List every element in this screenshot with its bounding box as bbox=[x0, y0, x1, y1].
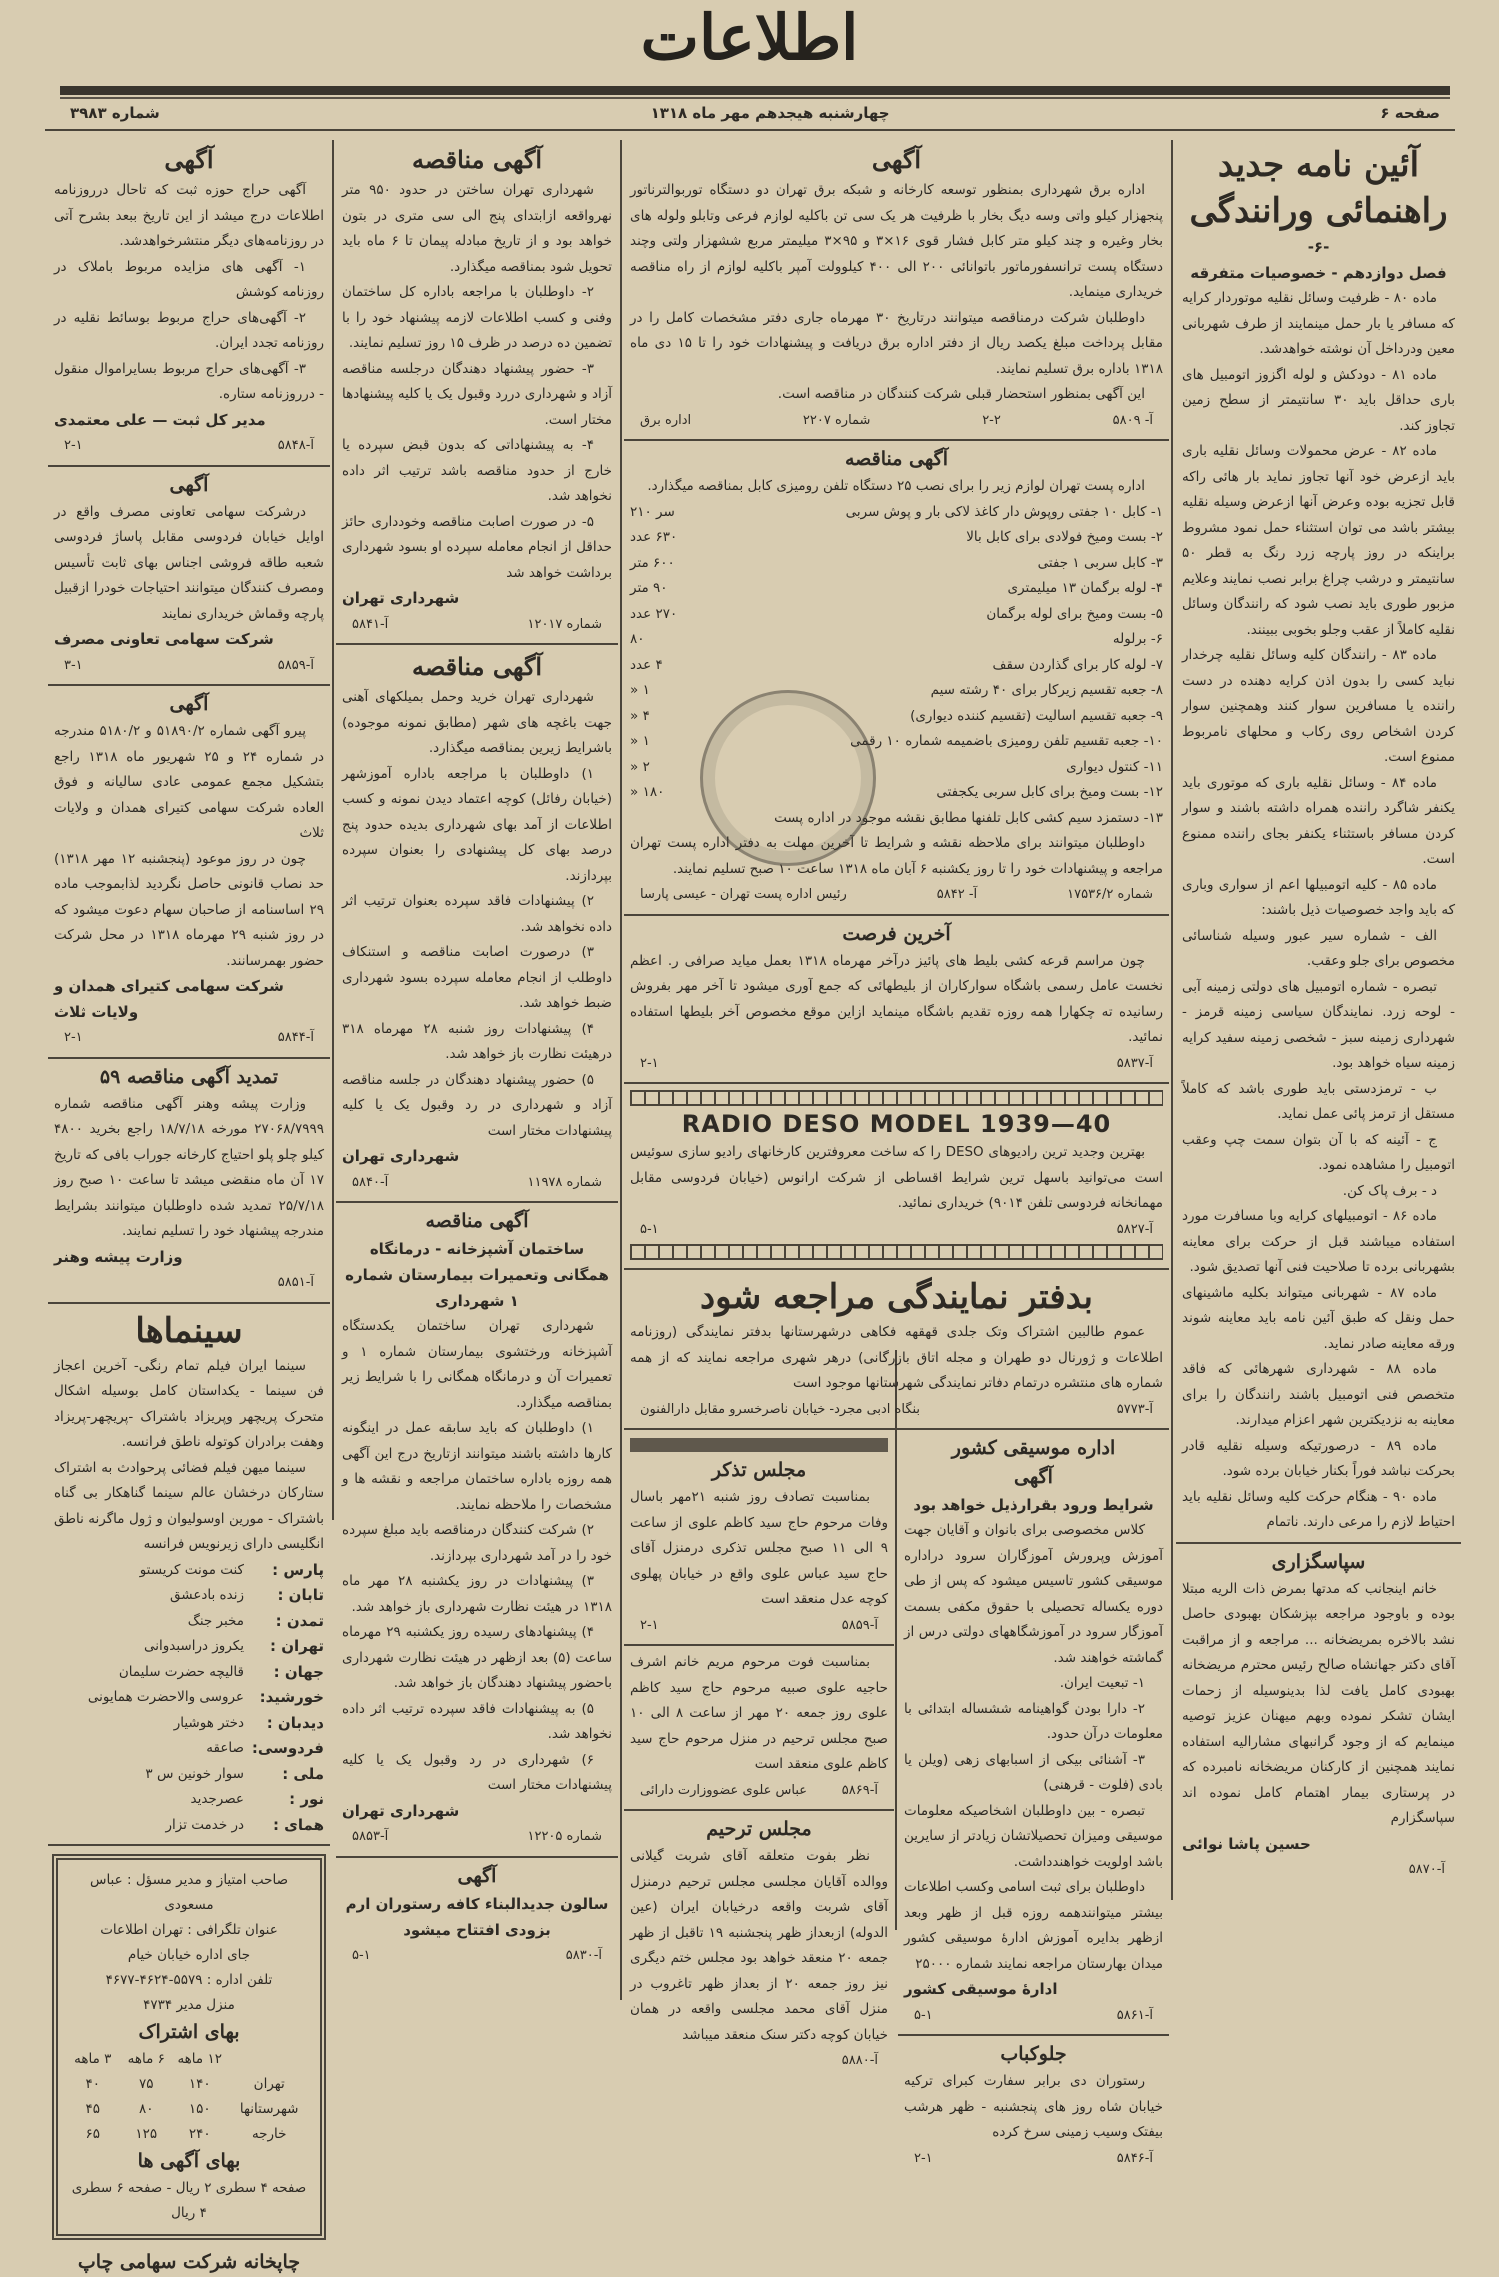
block-subtitle: فصل دوازدهم - خصوصیات متفرقه bbox=[1190, 264, 1447, 282]
paragraph: عموم طالبین اشتراک وتک جلدی قهقهه فکاهی درشهرستانها بدفتر نمایندگی (روزنامه اطلاعات و ژورنال دو طهران و مجله اتاق بازرگانی) درهر شهری مراجعه نمایند که از همه شماره های منتشره درتمام دفاتر نمایندگی شهرستانها موجود است bbox=[630, 1324, 1163, 1391]
film-title: زنده بادعشق bbox=[170, 1587, 244, 1603]
item-quantity: ۸۰ bbox=[630, 631, 645, 647]
table-header: ۶ ماهه bbox=[127, 2051, 165, 2067]
column-divider bbox=[1171, 140, 1173, 1900]
reference-line bbox=[630, 1397, 1163, 1423]
reference: آ-۵۸۴۸ bbox=[277, 438, 314, 453]
block-title: سپاسگزاری bbox=[1271, 1550, 1366, 1573]
paragraph: ۲) پیشنهادات فاقد سپرده بعنوان ترتیب اثر داده نخواهد شد. bbox=[342, 893, 612, 935]
radio-headline: RADIO DESO MODEL 1939—40 bbox=[681, 1110, 1112, 1138]
paragraph: ۲- داوطلبان با مراجعه باداره کل ساختمان وفنی و کسب اطلاعات لازمه پیشنهاد خود را با تضمین ده درصد در ظرف ۱۵ روز تسلیم نمایند. bbox=[342, 284, 612, 351]
column-divider bbox=[620, 140, 622, 2000]
reference: ۵-۱ bbox=[914, 2007, 933, 2023]
cinema-name: نور : bbox=[289, 1790, 324, 1808]
film-title: صاعقه bbox=[206, 1740, 244, 1756]
part-number: -۶- bbox=[1307, 238, 1330, 256]
reference: آ-۵۸۴۱ bbox=[352, 616, 389, 632]
table-cell: ۴۰ bbox=[85, 2076, 100, 2092]
item-text: ۶- برلوله bbox=[1112, 631, 1163, 647]
impressum-line: عنوان تلگرافی : تهران اطلاعات bbox=[100, 1922, 278, 1938]
item-quantity: ۱ « bbox=[630, 682, 650, 698]
column-center-right bbox=[898, 1430, 1169, 2177]
cinema-row bbox=[54, 1634, 324, 1660]
paragraph: نظر بفوت متعلقه آقای شربت گیلانی ووالده آقایان مجلسی مجلس ترحیم درمنزل آقای شربت واقعه درخیابان ایران (عین الدوله) ازبعداز ظهر پنجشنبه ۱۹ تاقبل از ظهر جمعه ۲۰ منعقد خواهد بود مجلس ختم دیگری نیز روز جمعه ۲۰ از بعداز ظهر تاغروب در منزل آقای محمد مجلسی واقعه در همان خیابان کوچه دکتر سنک منعقد میباشد bbox=[630, 1848, 888, 2043]
item-text: ۱۰- جعبه تقسیم تلفن رومیزی باضمیمه شماره ۱۰ رقمی bbox=[850, 733, 1163, 749]
reference-line bbox=[54, 1025, 324, 1051]
paragraph: ۵) حضور پیشنهاد دهندگان در جلسه مناقصه آزاد و شهرداری در رد وقبول یک یا کلیه پیشنهادات مختار است bbox=[342, 1071, 612, 1139]
table-cell: تهران bbox=[253, 2076, 285, 2092]
film-title: کنت مونت کریستو bbox=[139, 1561, 244, 1578]
item-quantity: ۲ « bbox=[630, 758, 650, 775]
advert-block bbox=[624, 441, 1169, 916]
reference: ۲-۲ bbox=[982, 412, 1001, 428]
item-text: ۳- کابل سربی ۱ جفتی bbox=[1037, 554, 1163, 571]
reference: عباس علوی عضووزارت دارائی bbox=[640, 1782, 808, 1798]
reference: آ-۵۸۴۶ bbox=[1116, 2150, 1153, 2166]
item-quantity: ۶۰۰ متر bbox=[630, 554, 675, 571]
film-title: قالیچه حضرت سلیمان bbox=[118, 1663, 244, 1680]
impressum-line: منزل مدیر ۴۷۳۴ bbox=[143, 1997, 235, 2013]
paragraph: این آگهی بمنظور استحضار قبلی شرکت کنندگان در مناقصه است. bbox=[777, 386, 1145, 402]
advert-block bbox=[336, 645, 618, 1203]
advert-block bbox=[1176, 1544, 1461, 1889]
paragraph: داوطلبان شرکت درمناقصه میتوانند درتاریخ ۳۰ مهرماه جاری دفتر مشخصات کامل را در مقابل پرداخت مبلغ یکصد ریال از دفتر اداره برق دریافت و پیشنهادات خود را تا ۱۵ دی ماه ۱۳۱۸ باداره برق تسلیم نمایند. bbox=[630, 309, 1163, 377]
post-office-stamp bbox=[700, 690, 876, 866]
cinema-name: دیدبان : bbox=[266, 1713, 324, 1732]
reference-line bbox=[342, 1170, 612, 1196]
column-center-left bbox=[624, 1430, 894, 2080]
cinema-row bbox=[54, 1736, 324, 1762]
signature: شهرداری تهران bbox=[342, 589, 460, 607]
advert-block bbox=[624, 916, 1169, 1085]
issue-date: چهارشنبه هیجدهم مهر ماه ۱۳۱۸ bbox=[650, 104, 890, 122]
reference-line bbox=[1182, 1857, 1455, 1883]
reference-line bbox=[630, 1217, 1163, 1243]
advert-block bbox=[624, 1270, 1169, 1430]
reference-line bbox=[630, 1778, 888, 1804]
advert-block bbox=[48, 686, 330, 1059]
advert-block bbox=[1176, 138, 1461, 1544]
paragraph: سینما میهن فیلم فضائی پرحوادث به اشتراک ستارکان درخشان عالم سینما گناهکار بی گناه باشتراک - مورین اوسولیوان و ژول ماگرنه ناطق انگلیسی دارای زیرنویس فرانسه bbox=[54, 1459, 324, 1552]
tender-item bbox=[630, 627, 1163, 653]
film-title: عصرجدید bbox=[190, 1791, 244, 1807]
advert-block bbox=[336, 1858, 618, 1975]
masthead-logo: اطلاعات bbox=[640, 1, 859, 74]
reference: آ-۵۸۸۰ bbox=[841, 2053, 878, 2068]
item-text: ۱۱- کنتول دیواری bbox=[1066, 758, 1163, 775]
subscription-title: بهای اشتراک bbox=[138, 2021, 240, 2043]
film-title: در خدمت تزار bbox=[165, 1816, 244, 1833]
paragraph: ماده ۸۳ - رانندگان کلیه وسائل نقلیه چرخدار نباید کسی را بدون اذن کرایه دهنده در دست راننده یا مسافرین سوار کنند وهمچنین سوار کردن اشخاص روی رکاب و محلهای نامربوط ممنوع است. bbox=[1182, 647, 1455, 765]
cinema-listings bbox=[48, 1304, 330, 1847]
reference: آ-۵۸۶۱ bbox=[1116, 2007, 1153, 2023]
reference: آ-۵۸۲۷ bbox=[1116, 1221, 1153, 1237]
block-subtitle: شرایط ورود بقرارذیل خواهد بود bbox=[913, 1496, 1154, 1514]
item-text: ۸- جعبه تقسیم زیرکار برای ۴۰ رشته سیم bbox=[930, 682, 1163, 698]
paragraph: پیرو آگهی شماره ۵۱۸۹۰/۲ و ۵۱۸۰/۲ مندرجه در شماره ۲۴ و ۲۵ شهریور ماه ۱۳۱۸ راجع بتشکیل مجمع عمومی عادی سالیانه و فوق العاده شرکت سهامی کتیرای همدان و ولایات ثلاث bbox=[54, 723, 325, 841]
reference: ۲-۱ bbox=[640, 1617, 659, 1633]
reference-line bbox=[630, 408, 1163, 434]
ornament-border bbox=[630, 1090, 1163, 1106]
item-quantity: سر ۲۱۰ bbox=[630, 503, 675, 520]
cinema-row bbox=[54, 1762, 324, 1788]
item-text: ۲- بست ومیخ فولادی برای کابل بالا bbox=[966, 529, 1163, 545]
paragraph: ۵- در صورت اصابت مناقصه وخودداری حائز حداقل از انجام معامله سپرده او بسود شهرداری برداشت خواهد شد bbox=[342, 513, 612, 581]
paragraph: درشرکت سهامی تعاونی مصرف واقع در اوایل خیابان فردوسی مقابل پاساژ فردوسی شعبه طاقه فروشی اجناس بهای ثابت تأسیس ومصرف کنندگان میتوانند احتیاجات خودرا ازقبیل پارچه وقماش خریداری نمایند bbox=[54, 503, 324, 622]
reference: آ-۵۸۴۰ bbox=[352, 1174, 389, 1190]
signature: وزارت پیشه وهنر bbox=[54, 1247, 183, 1266]
tender-item bbox=[630, 551, 1163, 577]
item-text: ۹- جعبه تقسیم اسالیت (تقسیم کننده دیواری) bbox=[910, 707, 1163, 724]
paragraph: بمناسبت تصادف روز شنبه ۲۱مهر باسال وفات مرحوم حاج سید کاظم علوی از ساعت ۹ الی ۱۱ صبح مجلس تذکری درمنزل آقای حاج سید عباس علوی واقع در خیابان پهلوی کوچه عدل منعقد است bbox=[630, 1489, 888, 1607]
block-title: آگهی bbox=[169, 693, 209, 715]
reference: شماره ۲۲۰۷ bbox=[802, 412, 871, 428]
dateline-rule bbox=[45, 129, 1455, 131]
paragraph: ۴) پیشنهادهای رسیده روز یکشنبه ۲۹ مهرماه ساعت (۵) بعد ازظهر در هیئت نظارت شهرداری باحضور پیشنهاد دهندگان باز خواهد شد. bbox=[342, 1624, 612, 1691]
table-cell: ۸۰ bbox=[138, 2101, 154, 2117]
cinema-row bbox=[54, 1711, 324, 1737]
block-title: آئین نامه جدید bbox=[1217, 145, 1420, 185]
paragraph: ۳) درصورت اصابت مناقصه و استنکاف داوطلب از انجام معامله سپرده بسود شهرداری ضبط خواهد شد. bbox=[342, 944, 612, 1011]
paragraph: شهرداری تهران ساختمان یکدستگاه آشپزخانه ورختشوی بیمارستان شماره ۱ و تعمیرات آن و درمانگاه همگانی را با شرایط زیر بمناقصه میگذارد. bbox=[342, 1318, 613, 1411]
cinema-name: فردوسی: bbox=[251, 1739, 324, 1757]
paragraph: ۱) داوطلبان با مراجعه باداره آموزشهر (خیابان رفائل) کوچه اعتماد دیدن نمونه و کسب اطلاعات از آمد بهای شهرداری بدیده حدود پنج درصد بهای کل پیشنهادی را بعنوان سپرده بپردازند. bbox=[342, 765, 612, 884]
advert-block bbox=[898, 2036, 1169, 2177]
tender-item bbox=[630, 602, 1163, 628]
paragraph: اداره برق شهرداری بمنظور توسعه کارخانه و شبکه برق تهران دو دستگاه توربوالترناتور پنجهزار کیلو واتی وسه دیگ بخار با ظرفیت هر یک سی تن باکلیه لوازم فرعی وتابلو ولوله های بخار وغیره و چند کیلو متر کابل فشار قوی ۱۶×۳ و ۹۵×۳ میلیمتر مربع ششهزار ولتی وچند دستگاه پست ترانسفورماتور باتوانائی ۲۰۰ الی ۴۰۰ کیلوولت آمپر باکلیه لوازم از راه مناقصه خریداری مینماید. bbox=[630, 182, 1163, 300]
reference: شماره ۱۲۰۱۷ bbox=[527, 616, 602, 632]
paragraph: ۴- به پیشنهاداتی که بدون قبض سپرده یا خارج از حدود مناقصه باشد ترتیب اثر داده نخواهد شد. bbox=[342, 437, 612, 504]
signature: شهرداری تهران bbox=[342, 1801, 460, 1820]
paragraph: ماده ۹۰ - هنگام حرکت کلیه وسائل نقلیه باید احتیاط لازم را مرعی دارند. ناتمام bbox=[1182, 1488, 1455, 1530]
item-text: ۱۳- دستمزد سیم کشی کابل تلفنها مطابق نقشه موجود در اداره پست bbox=[774, 809, 1163, 826]
paragraph: ماده ۸۸ - شهرداری شهرهائی که فاقد متخصص فنی اتومبیل باشند رانندگان را برای معاینه به نزدیکترین شهر اعزام میدارند. bbox=[1182, 1361, 1455, 1428]
paragraph: د - برف پاک کن. bbox=[1342, 1182, 1437, 1199]
reference: اداره برق bbox=[640, 412, 692, 428]
signature: مدیر کل ثبت — علی معتمدی bbox=[54, 410, 266, 429]
item-text: ۷- لوله کار برای گذاردن سقف bbox=[992, 656, 1163, 673]
item-text: ۵- بست ومیخ برای لوله برگمان bbox=[986, 605, 1163, 622]
paragraph: ۴) پیشنهادات روز شنبه ۲۸ مهرماه ۳۱۸ درهیئت نظارت باز خواهد شد. bbox=[342, 1020, 612, 1062]
paragraph: ماده ۸۷ - شهربانی میتواند بکلیه ماشینهای حمل ونقل که طبق آئین نامه باید معاینه شوند ورقه معاینه صادر نماید. bbox=[1182, 1284, 1455, 1352]
signature: شهرداری تهران bbox=[342, 1147, 460, 1165]
subscription-table bbox=[66, 2047, 312, 2147]
reference: ۵-۱ bbox=[640, 1221, 659, 1237]
paragraph: ماده ۸۶ - اتومبیلهای کرایه وبا مسافرت مورد استفاده میباشند قبل از حرکت برای معاینه بشهربانی برده تا صلاحیت فنی آنها تصدیق شود. bbox=[1182, 1208, 1455, 1275]
item-quantity: ۱ « bbox=[630, 733, 650, 749]
reference: آ-۵۸۵۱ bbox=[277, 1275, 314, 1290]
reference: شماره ۱۷۵۳۶/۲ bbox=[1067, 887, 1153, 902]
paragraph: ب - ترمزدستی باید طوری باشد که کاملاً مستقل از ترمز پائی عمل نماید. bbox=[1182, 1080, 1455, 1122]
block-title: آخرین فرصت bbox=[842, 922, 951, 945]
block-title-2: آگهی bbox=[1014, 1466, 1053, 1488]
reference: آ-۵۸۵۹ bbox=[277, 657, 314, 673]
reference-line bbox=[54, 653, 324, 679]
film-title: عروسی والاحضرت همایونی bbox=[87, 1689, 244, 1705]
paragraph: شهرداری تهران خرید وحمل بمیلکهای آهنی جهت باغچه های شهر (مطابق نمونه موجوده) باشرایط زیرین بمناقصه میگذارد. bbox=[342, 689, 612, 756]
paragraph: ماده ۸۲ - عرض محمولات وسائل نقلیه باری باید ازعرض خود آنها تجاوز نماید بار هائی راکه قابل تجزیه بوده وعرض آنها ازعرض وسیله نقلیه بیشتر باشد می توان استثناء حمل نمود مشروط براینکه در روز پارچه زرد رنگ به قطر ۵۰ سانتیمتر و درشب چراغ برابر نصب نمایند وعلایم مزبور طوری باید نصب شود که رانندگان وسائل نقلیه کاملاً از عقب وجلو بخوبی ببینند. bbox=[1182, 443, 1455, 638]
cinema-name: ملی : bbox=[282, 1764, 324, 1783]
paragraph: ج - آئینه که با آن بتوان سمت چپ وعقب اتومبیل را مشاهده نمود. bbox=[1182, 1131, 1455, 1173]
reference: آ-۵۸۳۰ bbox=[565, 1947, 602, 1963]
paragraph: بمناسبت فوت مرحوم مریم خانم اشرف حاجیه علوی صبیه مرحوم حاج سید کاظم علوی روز جمعه ۲۰ مهر از ساعت ۸ الی ۱۰ صبح مجلس ترحیم در منزل مرحوم حاج سید کاظم علوی منعقد است bbox=[630, 1654, 888, 1772]
cinema-row bbox=[54, 1813, 324, 1839]
item-quantity: ۴ عدد bbox=[630, 656, 663, 673]
reference: بنگاه ادبی مجرد- خیابان ناصرخسرو مقابل دارالفنون bbox=[640, 1401, 921, 1417]
paragraph: ماده ۸۴ - وسائل نقلیه باری که موتوری باید یکنفر شاگرد راننده همراه داشته باشند و سوار کردن مسافر باستثناء یکنفر بجای راننده ممنوع است. bbox=[1182, 774, 1455, 867]
advert-block bbox=[624, 1811, 894, 2080]
block-title: آگهی bbox=[164, 145, 214, 174]
cinema-row bbox=[54, 1583, 324, 1609]
paragraph: ۶) شهرداری در رد وقبول یک یا کلیه پیشنهادات مختار است bbox=[342, 1751, 612, 1793]
advert-block bbox=[624, 1430, 894, 1646]
film-title: سوار خونین س ۳ bbox=[145, 1765, 244, 1782]
item-quantity: ۶۳۰ عدد bbox=[630, 529, 678, 545]
column-divider bbox=[332, 140, 334, 1520]
dateline bbox=[70, 100, 1440, 126]
paragraph: ماده ۸۵ - کلیه اتومبیلها اعم از سواری وباری که باید واجد خصوصیات ذیل باشند: bbox=[1182, 876, 1455, 918]
reference: ۲-۱ bbox=[640, 1055, 659, 1071]
item-quantity: ۴ « bbox=[630, 707, 650, 724]
ad-price-title: بهای آگهی ها bbox=[137, 2150, 241, 2172]
reference-line bbox=[630, 1613, 888, 1639]
impressum-line: تلفن اداره : ۵۵۷۹-۴۶۲۴-۴۶۷۷ bbox=[105, 1972, 273, 1988]
column-right bbox=[1176, 138, 1461, 1889]
radio-advert bbox=[624, 1084, 1169, 1270]
ad-price-text: صفحه ۴ سطری ۲ ریال - صفحه ۶ سطری ۴ ریال bbox=[71, 2180, 307, 2221]
paragraph: ۲- دارا بودن گواهینامه ششساله ابتدائی با معلومات درآن حدود. bbox=[904, 1700, 1163, 1742]
column-third bbox=[336, 138, 618, 1974]
reference: ۳-۱ bbox=[64, 657, 83, 673]
paragraph: ماده ۸۹ - درصورتیکه وسیله نقلیه قادر بحرکت نباشد فوراً بکنار خیابان برده شود. bbox=[1182, 1437, 1455, 1479]
cinema-name: تهران : bbox=[269, 1637, 324, 1655]
reference: ۲-۱ bbox=[64, 438, 83, 453]
tender-item bbox=[630, 576, 1163, 602]
paragraph: الف - شماره سیر عبور وسیله شناسائی مخصوص برای جلو وعقب. bbox=[1182, 927, 1455, 969]
signature: حسین پاشا نوائی bbox=[1182, 1834, 1311, 1853]
table-cell: ۶۵ bbox=[85, 2126, 100, 2142]
table-cell: ۱۴۰ bbox=[188, 2076, 211, 2092]
paragraph: چون در روز موعود (پنجشنبه ۱۲ مهر ۱۳۱۸) حد نصاب قانونی حاصل نگردید لذابموجب ماده ۲۹ اساسنامه از صاحبان سهام دعوت میشود که در روز شنبه ۲۹ مهرماه ۱۳۱۸ در محل شرکت حضور بهمرسانند. bbox=[54, 850, 324, 969]
item-text: ۴- لوله برگمان ۱۳ میلیمتری bbox=[1007, 580, 1163, 596]
paragraph: ماده ۸۱ - دودکش و لوله اگزوز اتومبیل های باری حداقل باید ۳۰ سانتیمتر از سطح زمین تجاوز کند. bbox=[1182, 366, 1455, 434]
cinema-name: جهان : bbox=[273, 1662, 324, 1681]
reference: شماره ۱۱۹۷۸ bbox=[527, 1174, 602, 1190]
paragraph: تبصره - بین داوطلبان اشخاصیکه معلومات موسیقی ومیزان تحصیلاتشان زیادتر از سایرین باشد اولویت خواهندداشت. bbox=[904, 1802, 1163, 1870]
cinema-row bbox=[54, 1558, 324, 1584]
item-quantity: ۱۸۰ « bbox=[630, 784, 665, 800]
advert-block bbox=[48, 138, 330, 467]
table-cell: خارجه bbox=[251, 2126, 287, 2142]
reference: آ-۵۸۶۹ bbox=[841, 1782, 878, 1798]
film-title: دختر هوشیار bbox=[173, 1714, 244, 1731]
reference-line bbox=[904, 2146, 1163, 2172]
block-title: مجلس تذکر bbox=[711, 1459, 807, 1481]
paragraph: خانم اینجانب که مدتها بمرض ذات الریه مبتلا بوده و باوجود مراجعه بپزشکان بهبودی حاصل نشد بالاخره بمریضخانه ... مراجعه و از مراقبت آقای دکتر جهانشاه صالح رئیس محترم مریضخانه بهبودی کامل یافت لذا بدینوسیله از زحمات ایشان تشکر نموده وبهم میهنان عزیز توصیه مینمایم که از وجود گرانبهای مشارالیه استفاده نمایند همچنین از کارکنان مریضخانه نامبرده که در پرستاری بیمار اهتمام کامل نموده اند سپاسگزارم bbox=[1182, 1580, 1455, 1826]
cinema-name: تابان : bbox=[277, 1586, 324, 1604]
reference-line bbox=[904, 2003, 1163, 2029]
printer-name: چاپخانه شرکت سهامی چاپ bbox=[77, 2251, 301, 2273]
tender-item bbox=[630, 704, 1163, 730]
paragraph: ماده ۸۰ - ظرفیت وسائل نقلیه موتوردار کرایه که مسافر یا بار حمل مینمایند از طرف شهربانی معین ودرداخل آن نوشته خواهدشد. bbox=[1182, 290, 1455, 357]
tender-item bbox=[630, 525, 1163, 551]
reference: ۵-۱ bbox=[352, 1947, 371, 1963]
reference: رئیس اداره پست تهران - عیسی پارسا bbox=[640, 887, 847, 902]
item-text: ۱- کابل ۱۰ جفتی روپوش دار کاغذ لاکی بار و پوش سربی bbox=[845, 503, 1163, 520]
advert-block bbox=[624, 138, 1169, 441]
paragraph: چون مراسم قرعه کشی بلیط های پائیز درآخر مهرماه ۱۳۱۸ بعمل میاید صرافی ر. اعظم نخست عامل رسمی باشگاه سوارکاران از بلیطهائی که جمع آوری میشود تا آخر مهر بفروش رسانیده ته چکهارا همه روزه تقدیم باشگاه مینماید ازاین موقع مخصوص آخر بلیطها استفاده نمائید. bbox=[630, 952, 1163, 1045]
advert-block bbox=[336, 138, 618, 645]
cinema-row bbox=[54, 1685, 324, 1711]
advert-block bbox=[898, 1430, 1169, 2036]
reference: آ- ۵۸۰۹ bbox=[1112, 412, 1153, 428]
block-subtitle: سالون جدیدالبناء کافه رستوران ارم بزودی افتتاح میشود bbox=[345, 1894, 609, 1939]
paragraph: داوطلبان برای ثبت اسامی وکسب اطلاعات بیشتر میتوانندهمه روزه قبل از ظهر وبعد ازظهر بدایره آموزش ادارهٔ موسیقی کشور میدان بهارستان مراجعه نمایند شماره ۲۵۰۰۰ bbox=[904, 1879, 1163, 1972]
paragraph: سینما ایران فیلم تمام رنگی- آخرین اعجاز فن سینما - یکداستان کامل بوسیله اشکال متحرک پریچهر وپریزاد باشتراک -پریچهر-پریزاد وهفت برادران کوتوله ناطق فرانسه. bbox=[54, 1357, 324, 1450]
paragraph: ۱- آگهی های مزایده مربوط باملاک در روزنامه کوشش bbox=[54, 258, 324, 300]
block-title: آگهی مناقصه bbox=[411, 145, 543, 174]
table-cell: ۲۴۰ bbox=[188, 2126, 211, 2142]
signature: ادارهٔ موسیقی کشور bbox=[904, 1980, 1058, 1998]
impressum-box bbox=[52, 1854, 326, 2240]
block-title: جلوکباب bbox=[1000, 2043, 1067, 2065]
block-title: آگهی bbox=[871, 145, 922, 174]
table-cell: ۷۵ bbox=[138, 2076, 154, 2092]
block-title: سینماها bbox=[135, 1310, 243, 1351]
paragraph: ۵) به پیشنهادات فاقد سپرده ترتیب اثر داده نخواهد شد. bbox=[342, 1700, 612, 1742]
reference-line bbox=[54, 1270, 324, 1296]
masthead-rule bbox=[60, 86, 1450, 95]
decorative-bar bbox=[630, 1438, 888, 1452]
advert-block bbox=[48, 467, 330, 687]
page-number: صفحه ۶ bbox=[1380, 104, 1440, 122]
paragraph: شهرداری تهران ساختن در حدود ۹۵۰ متر نهرواقعه ازابتدای پنج الی سی متری در بتون خواهد بود و از تاریخ مبادله پیمان تا ۶ ماه باید تحویل شود بمناقصه میگذارد. bbox=[342, 182, 612, 275]
table-cell: ۱۵۰ bbox=[188, 2101, 211, 2117]
paragraph: ۳- آگهی‌های حراج مربوط بسایراموال منقول - درروزنامه ستاره. bbox=[54, 360, 324, 402]
paragraph: تبصره - شماره اتومبیل های دولتی زمینه آبی - لوحه زرد. نمایندگان سیاسی زمینه قرمز - شهرداری زمینه سبز - شخصی زمینه سفید کرایه زمینه سیاه خواهد بود. bbox=[1182, 978, 1455, 1071]
reference: شماره ۱۲۲۰۵ bbox=[527, 1829, 602, 1844]
masthead-rule-thin bbox=[60, 97, 1450, 99]
paragraph: ۱- تبعیت ایران. bbox=[1059, 1675, 1145, 1691]
paragraph: داوطلبان میتوانند برای ملاحظه نقشه و شرایط تا آخرین مهلت به دفتر اداره پست تهران مراجعه و پیشنهادات خود را تا روز یکشنبه ۶ آبان ماه ۱۳۱۸ ساعت ۱۰ صبح تسلیم نمایند. bbox=[630, 835, 1163, 877]
block-title: آگهی bbox=[169, 473, 209, 496]
reference: آ-۵۷۷۳ bbox=[1116, 1401, 1153, 1417]
block-title: اداره موسیقی کشور bbox=[951, 1437, 1116, 1459]
block-title: بدفتر نمایندگی مراجعه شود bbox=[700, 1277, 1093, 1317]
item-text: ۱۲- بست ومیخ برای کابل سربی یکجفتی bbox=[936, 784, 1163, 800]
impressum-line: صاحب امتیاز و مدیر مسؤل : عباس مسعودی bbox=[89, 1872, 289, 1913]
reference: آ-۵۸۵۳ bbox=[352, 1829, 389, 1844]
advert-block bbox=[336, 1203, 618, 1858]
paragraph: ۳- آشنائی بیکی از اسبابهای زهی (ویلن یا بادی (فلوت - قرهنی) bbox=[904, 1751, 1163, 1793]
reference-line bbox=[630, 882, 1163, 908]
paragraph: اداره پست تهران لوازم زیر را برای نصب ۲۵ دستگاه تلفن رومیزی کابل بمناقصه میگذارد. bbox=[647, 478, 1145, 494]
tender-item bbox=[630, 500, 1163, 526]
signature: شرکت سهامی کتیرای همدان و ولایات ثلاث bbox=[54, 977, 284, 1021]
impressum-line: جای اداره خیابان خیام bbox=[127, 1947, 251, 1963]
block-title: مجلس ترحیم bbox=[706, 1818, 812, 1840]
table-cell: ۴۵ bbox=[85, 2101, 100, 2117]
reference: آ-۵۸۷۰ bbox=[1408, 1862, 1445, 1877]
cinema-row bbox=[54, 1660, 324, 1686]
reference-line bbox=[342, 1824, 612, 1850]
cinema-name: پارس : bbox=[272, 1560, 324, 1579]
reference-line bbox=[630, 2048, 888, 2074]
signature: شرکت سهامی تعاونی مصرف bbox=[54, 630, 274, 648]
paragraph: آگهی حراج حوزه ثبت که تاحال درروزنامه اطلاعات درج میشد از این تاریخ ببعد بشرح آتی در روزنامه‌های دیگر منتشرخواهدشد. bbox=[54, 182, 324, 249]
table-header: ۱۲ ماهه bbox=[177, 2051, 222, 2067]
reference: آ-۵۸۳۷ bbox=[1116, 1055, 1153, 1071]
cinema-row bbox=[54, 1609, 324, 1635]
cinema-row bbox=[54, 1787, 324, 1813]
item-quantity: ۲۷۰ عدد bbox=[630, 605, 678, 622]
paragraph: کلاس مخصوصی برای بانوان و آقایان جهت آموزش وپرورش آموزگاران سرود دراداره موسیقی کشور تاسیس میشود که پس از طی دوره یکساله تحصیلی با حقوق مکفی بسمت آموزگار سرود در آموزشگاههای دولتی درس از گماشته خواهند شد. bbox=[904, 1522, 1163, 1666]
block-title: آگهی مناقصه bbox=[425, 1210, 529, 1232]
cinema-name: تمدن : bbox=[275, 1611, 324, 1630]
reference-line bbox=[630, 1051, 1163, 1077]
reference: ۲-۱ bbox=[64, 1030, 83, 1045]
block-title: آگهی مناقصه bbox=[845, 448, 948, 470]
reference: آ- ۵۸۴۲ bbox=[936, 887, 978, 902]
paragraph: ۳) پیشنهادات در روز یکشنبه ۲۸ مهر ماه ۱۳۱۸ در هیئت نظارت شهرداری باز خواهد شد. bbox=[342, 1573, 612, 1615]
column-left bbox=[48, 138, 330, 2277]
block-title-2: راهنمائی ورانندگی bbox=[1189, 191, 1448, 231]
block-subtitle: ساختمان آشپزخانه - درمانگاه همگانی وتعمیرات بیمارستان شماره ۱ شهرداری bbox=[345, 1240, 609, 1310]
table-cell: ۱۲۵ bbox=[135, 2126, 158, 2142]
film-title: یکروز دراسبدوانی bbox=[143, 1638, 244, 1654]
reference: آ-۵۸۵۹ bbox=[841, 1617, 878, 1633]
block-title: آگهی مناقصه bbox=[411, 652, 543, 681]
reference-line bbox=[342, 1943, 612, 1969]
advert-block bbox=[624, 1646, 894, 1811]
reference: ۲-۱ bbox=[914, 2150, 933, 2166]
reference-line bbox=[54, 433, 324, 459]
cinema-name: خورشید: bbox=[259, 1688, 324, 1706]
reference: آ-۵۸۴۴ bbox=[277, 1030, 314, 1045]
paragraph: ۳- حضور پیشنهاد دهندگان درجلسه مناقصه آزاد و شهرداری دررد وقبول یک یا کلیه پیشنهادها مختار است. bbox=[342, 360, 612, 428]
reference-line bbox=[342, 612, 612, 638]
table-header: ۳ ماهه bbox=[74, 2051, 112, 2067]
block-title: آگهی bbox=[457, 1864, 497, 1887]
item-quantity: ۹۰ متر bbox=[630, 580, 668, 596]
paragraph: رستوران دی برابر سفارت کبرای ترکیه خیابان شاه روز های پنجشنبه - ظهر هرشب بیفتک وسیب زمینی سرخ کرده bbox=[904, 2073, 1163, 2140]
paragraph: ۱) داوطلبان که باید سابقه عمل در اینگونه کارها داشته باشند میتوانند ازتاریخ درج این آگهی همه روزه باداره ساختمان مراجعه و نقشه ها و مشخصات را ملاحظه نمایند. bbox=[342, 1420, 612, 1513]
cinema-name: همای : bbox=[272, 1815, 324, 1834]
tender-item bbox=[630, 678, 1163, 704]
paragraph: بهترین وجدید ترین رادیوهای DESO را که ساخت معروفترین کارخانهای رادیو سازی سوئیس است می‌توانید باسهل ترین شرایط اقساطی از شرکت ارانوس (خیابان فردوسی مقابل مهمانخانه فردوسی تلفن ۹۰۱۴) خریداری نمائید. bbox=[630, 1144, 1163, 1211]
film-title: مخبر جنگ bbox=[187, 1612, 244, 1629]
block-title: تمدید آگهی مناقصه ۵۹ bbox=[99, 1065, 279, 1088]
table-header bbox=[226, 2047, 312, 2072]
paragraph: ۲) شرکت کنندگان درمناقصه باید مبلغ سپرده خود را در آمد شهرداری بپردازند. bbox=[342, 1522, 612, 1564]
issue-number: شماره ۳۹۸۳ bbox=[70, 104, 160, 122]
tender-item bbox=[630, 653, 1163, 679]
column-divider bbox=[895, 1350, 897, 1930]
table-cell: شهرستانها bbox=[239, 2101, 299, 2117]
advert-block bbox=[48, 1059, 330, 1304]
paragraph: وزارت پیشه وهنر آگهی مناقصه شماره ۲۷۰۶۸/۷۹۹۹ مورخه ۱۸/۷/۱۸ راجع بخرید ۴۸۰۰ کیلو چلو پلو احتیاج کارخانه جوراب بافی که تاریخ ۱۷ آن ماه منقضی میشد تا ساعت ۱۰ صبح روز ۲۵/۷/۱۸ تمدید شده داوطلبان میتوانند بشرایط مندرجه پیشنهاد خود را تسلیم نمایند. bbox=[54, 1095, 324, 1239]
ornament-border bbox=[630, 1244, 1163, 1260]
paragraph: ۲- آگهی‌های حراج مربوط بوسائط نقلیه در روزنامه تجدد ایران. bbox=[54, 309, 324, 351]
